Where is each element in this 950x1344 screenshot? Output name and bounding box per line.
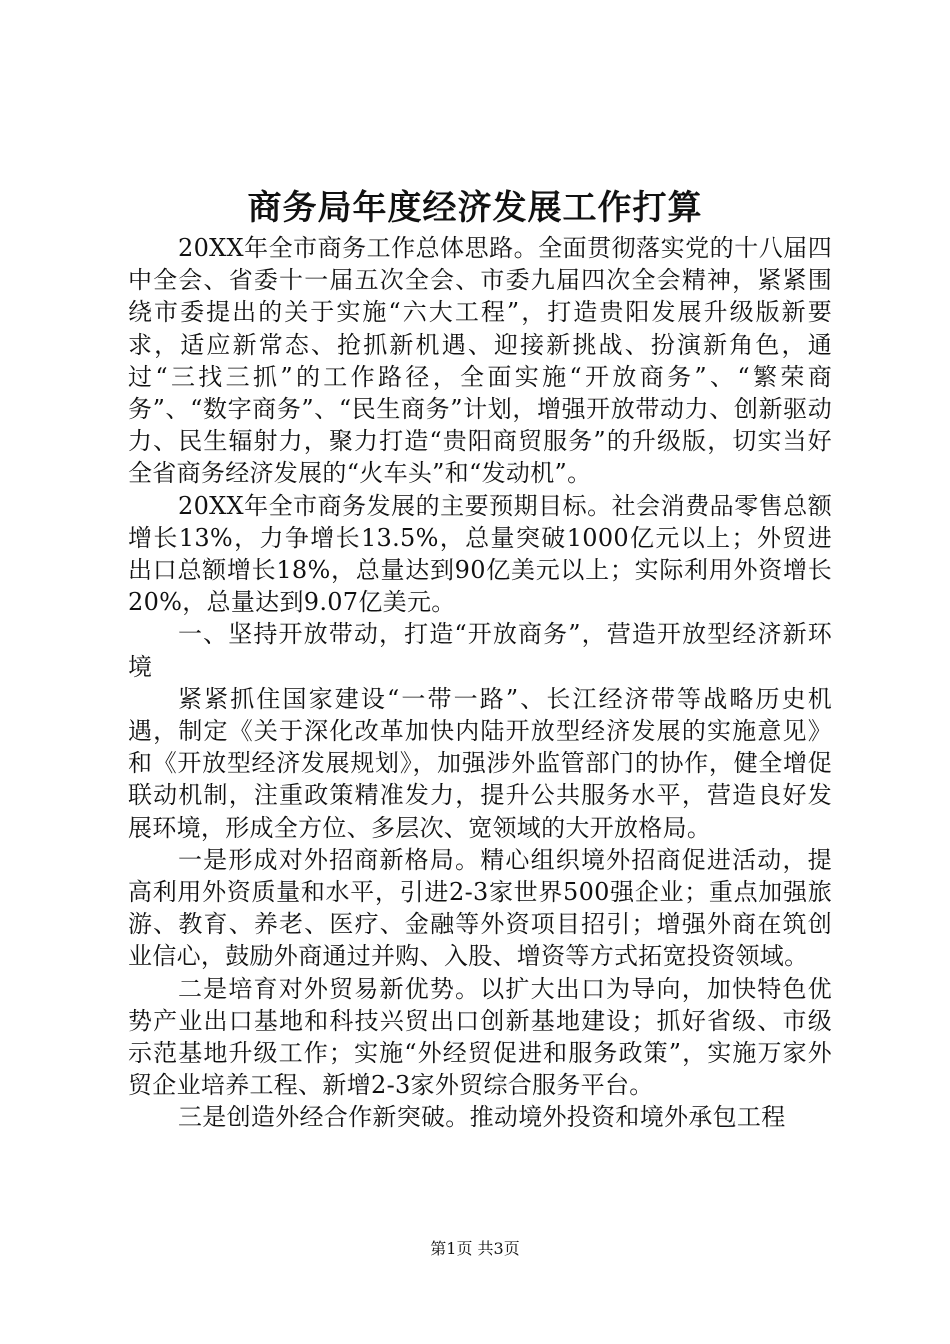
paragraph-expected-targets: 20XX年全市商务发展的主要预期目标。社会消费品零售总额增长13%，力争增长13.5%，总量突破1000亿元以上；外贸进出口总额增长18%，总量达到90亿美元以上；实际利用外资增长20%，总量达到9.07亿美元。 <box>128 491 832 617</box>
document-body <box>128 232 832 1134</box>
paragraph-foreign-trade: 二是培育对外贸易新优势。以扩大出口为导向，加快特色优势产业出口基地和科技兴贸出口创新基地建设；抓好省级、市级示范基地升级工作；实施“外经贸促进和服务政策”，实施万家外贸企业培养工程、新增2-3家外贸综合服务平台。 <box>128 974 832 1100</box>
paragraph-open-strategy: 紧紧抓住国家建设“一带一路”、长江经济带等战略历史机遇，制定《关于深化改革加快内陆开放型经济发展的实施意见》和《开放型经济发展规划》，加强涉外监管部门的协作，健全增促联动机制，注重政策精准发力，提升公共服务水平，营造良好发展环境，形成全方位、多层次、宽领域的大开放格局。 <box>128 684 832 842</box>
document-title: 商务局年度经济发展工作打算 <box>247 188 703 228</box>
paragraph-overseas-cooperation: 三是创造外经合作新突破。推动境外投资和境外承包工程 <box>178 1103 786 1132</box>
section-heading-open-commerce: 一、坚持开放带动，打造“开放商务”，营造开放型经济新环境 <box>128 620 832 681</box>
page-number-footer: 第1页 共3页 <box>430 1239 520 1258</box>
paragraph-investment-attraction: 一是形成对外招商新格局。精心组织境外招商促进活动，提高利用外资质量和水平，引进2-3家世界500强企业；重点加强旅游、教育、养老、医疗、金融等外资项目招引；增强外商在筑创业信心，鼓励外商通过并购、入股、增资等方式拓宽投资领域。 <box>128 845 832 971</box>
paragraph-overall-approach: 20XX年全市商务工作总体思路。全面贯彻落实党的十八届四中全会、省委十一届五次全会、市委九届四次全会精神，紧紧围绕市委提出的关于实施“六大工程”，打造贵阳发展升级版新要求，适应新常态、抢抓新机遇、迎接新挑战、扮演新角色，通过“三找三抓”的工作路径，全面实施“开放商务”、“繁荣商务”、“数字商务”、“民生商务”计划，增强开放带动力、创新驱动力、民生辐射力，聚力打造“贵阳商贸服务”的升级版，切实当好全省商务经济发展的“火车头”和“发动机”。 <box>128 234 832 488</box>
